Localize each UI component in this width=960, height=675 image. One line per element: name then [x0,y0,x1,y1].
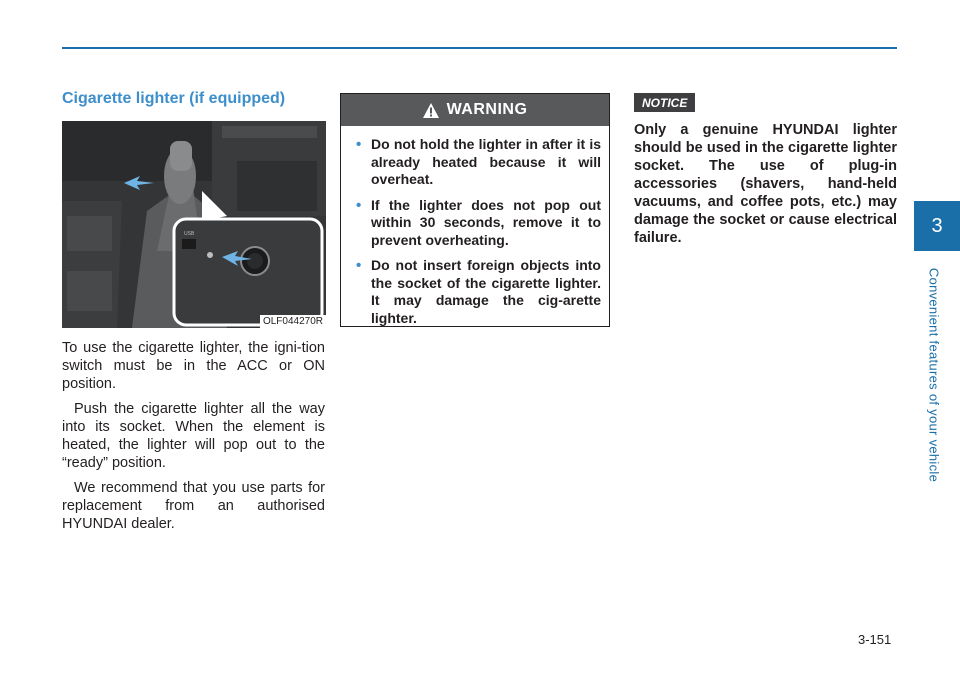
svg-text:USB: USB [184,231,195,237]
warning-triangle-icon [423,103,439,118]
console-illustration [62,121,326,328]
chapter-title [914,255,954,495]
bullet-icon: • [356,196,362,214]
warning-item-text: Do not hold the lighter in after it is already heated because it will overheat. [371,136,601,187]
notice-text: Only a genuine HYUNDAI lighter should be used in the cigarette lighter socket. The use of plug-in accessories (shavers, hand-held vacuums, and coffee pots, etc.) may damage the socket or cause electrical failure. [634,122,897,246]
cigarette-lighter-figure [62,121,326,328]
notice-badge: NOTICE [634,93,695,112]
warning-header [341,94,609,126]
chapter-title-text: Convenient features of your vehicle [926,267,942,483]
warning-item [353,136,601,189]
body-paragraph: We recommend that you use parts for replacement from an authorised HYUNDAI dealer. [62,480,325,532]
body-text [62,339,325,540]
body-paragraph: To use the cigarette lighter, the igni-tion switch must be in the ACC or ON position. [62,340,325,392]
warning-item-text: If the lighter does not pop out within 30 seconds, remove it to prevent overheating. [371,196,601,248]
chapter-tab: 3 [914,201,960,251]
bullet-icon: • [356,136,362,153]
body-paragraph: Push the cigarette lighter all the way into its socket. When the element is heated, the lighter will pop out to the “ready” position. [62,401,325,471]
warning-item-text: Do not insert foreign objects into the socket of the cigarette lighter. It may damage the cig-arette lighter. [371,257,601,326]
section-title: Cigarette lighter (if equipped) [62,90,286,107]
figure-code: OLF044270R [260,315,326,328]
warning-list [341,126,609,327]
page-number: 3-151 [858,632,892,647]
bullet-icon: • [356,257,362,274]
warning-title: WARNING [446,101,528,118]
warning-item [353,197,601,250]
top-rule [62,47,897,49]
warning-box [340,93,610,327]
warning-item [353,257,601,327]
